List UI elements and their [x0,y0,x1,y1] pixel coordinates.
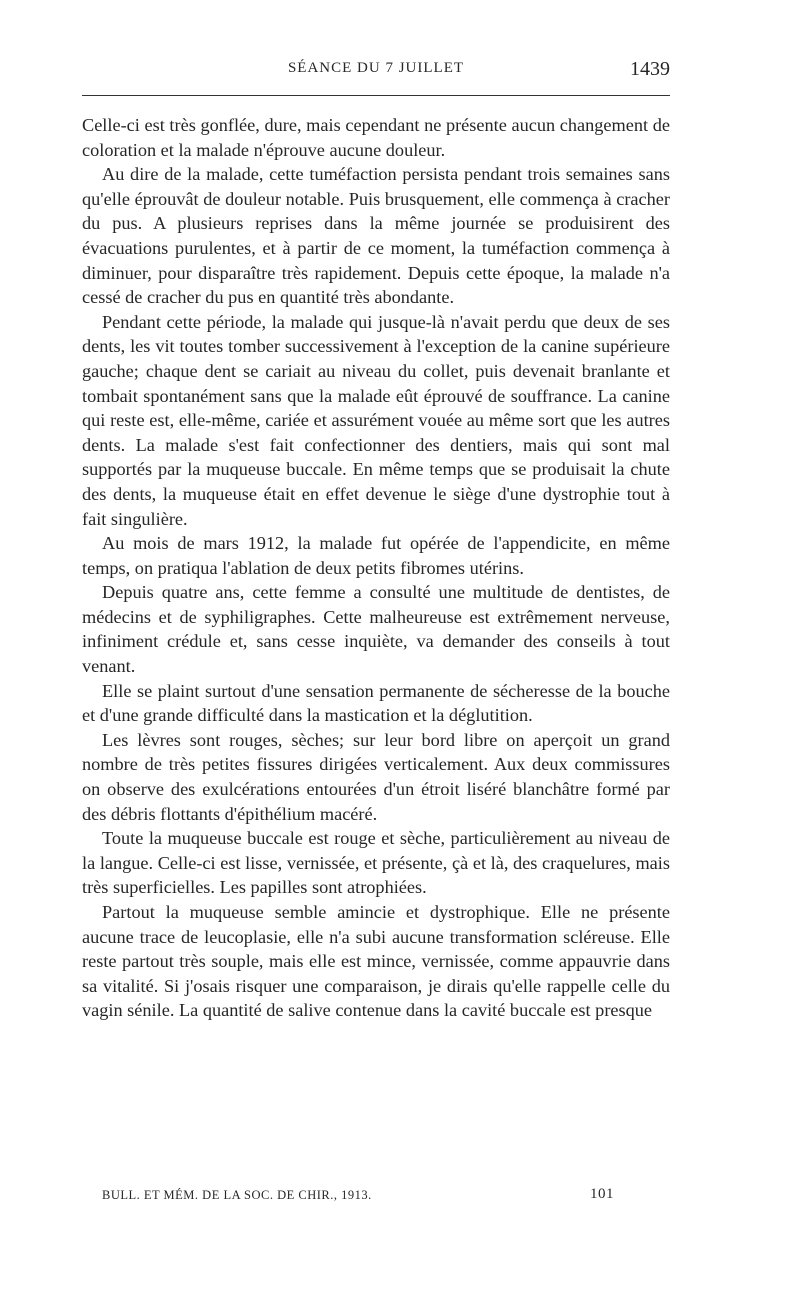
footer-journal-reference: BULL. ET MÉM. DE LA SOC. DE CHIR., 1913. [102,1188,372,1202]
paragraph: Les lèvres sont rouges, sèches; sur leur bord libre on aperçoit un grand nombre de très petites fissures dirigées verticalement. Aux deux commissures on observe des exulcérations entourées d'un étroit liséré blanchâtre formé par des débris flottants d'épithélium macéré. [82,729,670,824]
running-title: SÉANCE DU 7 JUILLET [287,60,465,76]
page-number: 1439 [630,58,670,80]
paragraph: Au dire de la malade, cette tuméfaction persista pendant trois semaines sans qu'elle éprouvât de douleur notable. Puis brusquement, elle commença à cracher du pus. A plusieurs reprises dans la même journée se produisirent des évacuations purulentes, et à partir de ce moment, la tuméfaction commença à diminuer, pour disparaître très rapidement. Depuis cette époque, la malade n'a cessé de cracher du pus en quantité très abondante. [82,164,670,308]
paragraph: Depuis quatre ans, cette femme a consulté une multitude de dentistes, de médecins et de syphiligraphes. Cette malheureuse est extrêmement nerveuse, infiniment crédule et, sans cesse inquiète, va demander des conseils à tout venant. [82,582,670,677]
document-page [82,0,672,1290]
page-footer [102,1186,622,1206]
header-rule [82,95,670,96]
running-head [82,58,670,82]
paragraph: Partout la muqueuse semble amincie et dystrophique. Elle ne présente aucune trace de leucoplasie, elle n'a subi aucune transformation scléreuse. Elle reste partout très souple, mais elle est mince, vernissée, comme appauvrie dans sa vitalité. Si j'osais risquer une comparaison, je dirais qu'elle rappelle celle du vagin sénile. La quantité de salive contenue dans la cavité buccale est presque [82,902,670,1021]
body-text [82,113,670,1023]
paragraph: Toute la muqueuse buccale est rouge et sèche, particulièrement au niveau de la langue. Celle-ci est lisse, vernissée, et présente, çà et là, des craquelures, mais très superficielles. Les papilles sont atrophiées. [82,828,670,898]
footer-signature-number: 101 [590,1186,614,1202]
paragraph: Pendant cette période, la malade qui jusque-là n'avait perdu que deux de ses dents, les vit toutes tomber successivement à l'exception de la canine supérieure gauche; chaque dent se cariait au niveau du collet, puis devenait branlante et tombait spontanément sans que la malade eût éprouvé de souffrance. La canine qui reste est, elle-même, cariée et assurément vouée au même sort que les autres dents. La malade s'est fait confectionner des dentiers, mais qui sont mal supportés par la muqueuse buccale. En même temps que se produisait la chute des dents, la muqueuse était en effet devenue le siège d'une dystrophie tout à fait singulière. [82,311,670,529]
paragraph: Au mois de mars 1912, la malade fut opérée de l'appendicite, en même temps, on pratiqua l'ablation de deux petits fibromes utérins. [82,533,670,578]
paragraph: Elle se plaint surtout d'une sensation permanente de sécheresse de la bouche et d'une grande difficulté dans la mastication et la déglutition. [82,680,670,726]
paragraph: Celle-ci est très gonflée, dure, mais cependant ne présente aucun changement de coloration et la malade n'éprouve aucune douleur. [82,115,670,160]
